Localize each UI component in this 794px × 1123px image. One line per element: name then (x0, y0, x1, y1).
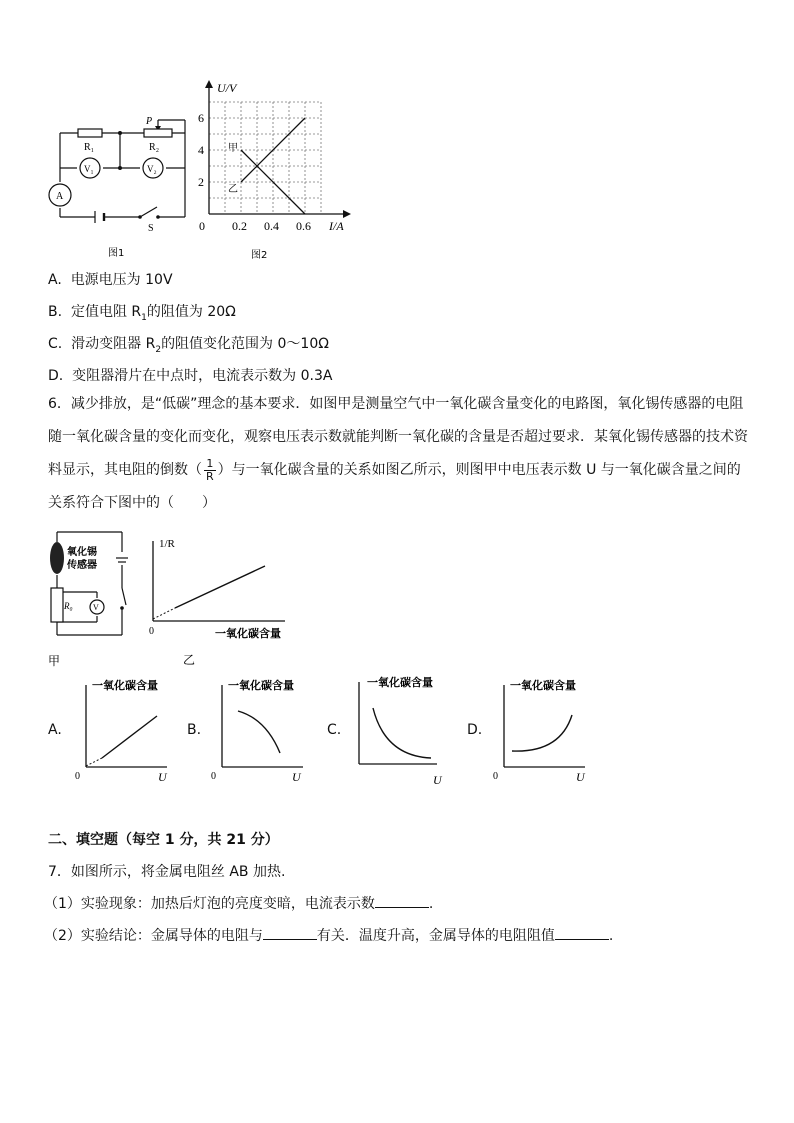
label-r1: R₁ (84, 142, 95, 153)
q7-blank-2[interactable] (263, 925, 317, 940)
fig2-y-tick: 6 (198, 111, 204, 125)
answer-d-letter: D. (467, 722, 483, 738)
answer-b-letter: B. (187, 722, 202, 738)
fig2-x-label: I/A (329, 219, 344, 233)
sensor-label-line1: 氧化锡 (67, 547, 97, 558)
fig2-x-tick: 0.6 (296, 219, 311, 233)
curve-b (238, 711, 280, 753)
sensor-label-line2: 传感器 (67, 560, 97, 571)
label-v2: V₂ (147, 164, 157, 174)
section2-heading: 二、填空题（每空 1 分，共 21 分） (48, 832, 279, 848)
yi-y-label: 1/R (159, 538, 175, 550)
fig2-y-label: U/V (217, 81, 237, 95)
answer-graph-c (345, 672, 455, 790)
circuit-diagram-fig1 (40, 100, 200, 270)
label-s: S (148, 223, 154, 234)
answer-graph-d (490, 675, 600, 790)
svg-text:0: 0 (493, 771, 498, 782)
q5-option-a: A. 电源电压为 10V (48, 272, 173, 288)
fig2-x-tick: 0.4 (264, 219, 279, 233)
svg-text:0: 0 (75, 771, 80, 782)
curve-c (373, 708, 431, 758)
q5-option-b: B. 定值电阻 $R_1$的阻值为 20Ω (48, 304, 236, 323)
label-v: V (93, 603, 99, 612)
svg-text:U: U (158, 770, 167, 784)
svg-text:一氧化碳含量: 一氧化碳含量 (510, 679, 576, 692)
fig2-line-label-yi: 乙 (228, 184, 238, 195)
fig-jia-caption: 甲 (48, 654, 61, 668)
answer-a-letter: A. (48, 722, 62, 738)
yi-origin: 0 (149, 626, 154, 637)
svg-text:一氧化碳含量: 一氧化碳含量 (228, 679, 294, 692)
svg-text:U: U (576, 770, 585, 784)
q7-intro: 7．如图所示，将金属电阻丝 AB 加热. (48, 864, 286, 880)
q5-option-c: C. 滑动变阻器 $R_2$的阻值变化范围为 0～10Ω (48, 336, 329, 355)
fig2-y-tick: 2 (198, 175, 204, 189)
label-a: A (56, 191, 64, 202)
q7-part2: （2）实验结论：金属导体的电阻与 有关．温度升高，金属导体的电阻阻值 . (44, 925, 613, 946)
fraction-1-over-r: $\frac{1}{R}$ (206, 456, 214, 483)
answer-graph-a (72, 675, 182, 790)
curve-a (102, 716, 157, 758)
svg-text:U: U (292, 770, 301, 784)
svg-text:一氧化碳含量: 一氧化碳含量 (92, 679, 158, 692)
svg-text:0: 0 (211, 771, 216, 782)
fig1-caption: 图1 (108, 248, 125, 259)
answer-graph-b (208, 675, 318, 790)
svg-text:U: U (433, 773, 442, 787)
yi-x-label: 一氧化碳含量 (215, 627, 281, 640)
label-r0: R₀ (64, 601, 73, 611)
q7-blank-3[interactable] (555, 925, 609, 940)
q7-blank-1[interactable] (375, 893, 429, 908)
curve-d (512, 715, 572, 751)
label-p: P (146, 116, 153, 127)
label-v1: V₁ (84, 164, 94, 174)
fig2-y-tick: 4 (198, 143, 204, 157)
q6-question-text: 6．减少排放，是“低碳”理念的基本要求．如图甲是测量空气中一氧化碳含量变化的电路图，氧化锡传感器的电阻随一氧化碳含量的变化而变化，观察电压表示数就能判断一氧化碳的含量是否超过要求．某氧化锡传感器的技术资料显示，其电阻的倒数（ $\frac{1}{R}$ ）与一氧化碳含量的关系如图乙所示，则图甲中电压表示数 U 与一氧化碳含量之间的关系符合下图中的（ ） (48, 396, 748, 511)
fig2-origin: 0 (199, 219, 205, 233)
circuit-diagram-jia (40, 530, 150, 670)
q7-part1: （1）实验现象：加热后灯泡的亮度变暗，电流表示数 . (44, 893, 433, 914)
fig2-line-label-jia: 甲 (228, 143, 238, 154)
ui-graph-fig2 (195, 78, 365, 268)
answer-c-letter: C. (327, 722, 342, 738)
q5-option-d: D. 变阻器滑片在中点时，电流表示数为 0.3A (48, 368, 333, 384)
fig-yi-caption: 乙 (183, 653, 196, 667)
fig2-caption: 图2 (251, 250, 268, 261)
label-r2: R₂ (149, 142, 160, 153)
yi-linear-line (175, 566, 265, 608)
fig2-x-tick: 0.2 (232, 219, 247, 233)
svg-text:一氧化碳含量: 一氧化碳含量 (367, 676, 433, 689)
graph-yi (145, 533, 295, 668)
tin-oxide-sensor-icon (50, 542, 64, 574)
